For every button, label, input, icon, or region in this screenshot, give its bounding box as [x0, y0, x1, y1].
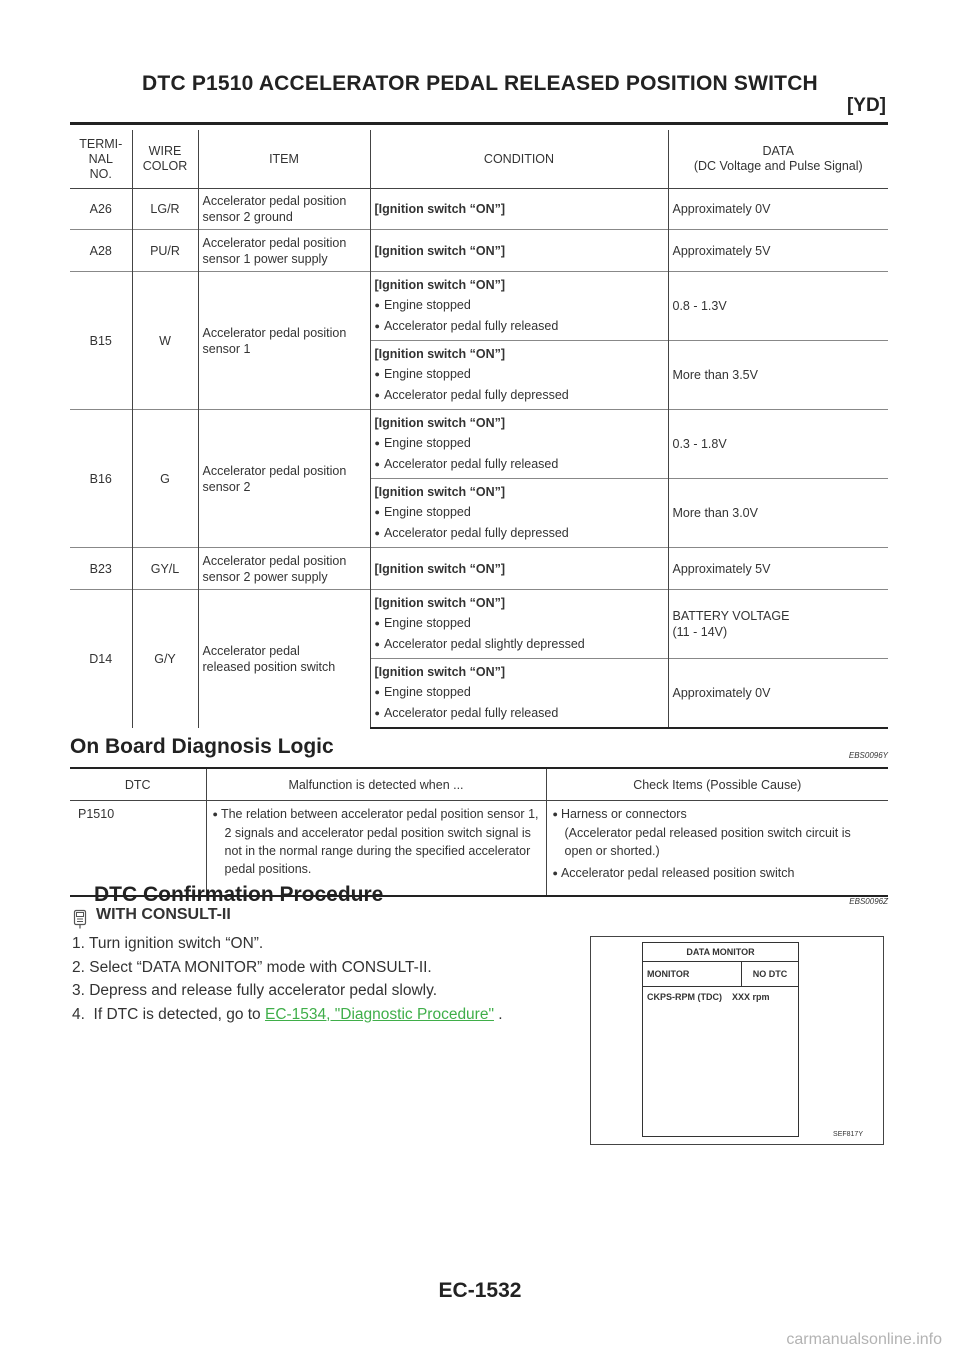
consult-tester-icon — [73, 909, 87, 929]
page-title: DTC P1510 ACCELERATOR PEDAL RELEASED POSITION SWITCH — [142, 72, 818, 95]
terminal-no: D14 — [70, 590, 132, 728]
check-item-bullet: ● Accelerator pedal released position switch — [553, 864, 883, 883]
wire-color: PU/R — [132, 230, 198, 272]
data-value: 0.3 - 1.8V — [668, 410, 888, 479]
table-row — [70, 272, 888, 341]
header-check-items: Check Items (Possible Cause) — [546, 768, 888, 801]
wire-color: W — [132, 272, 198, 410]
wire-color: GY/L — [132, 548, 198, 590]
item: Accelerator pedal released position switch — [198, 590, 370, 728]
condition-bullet: ● Accelerator pedal fully released — [375, 318, 664, 335]
condition — [370, 590, 668, 659]
malfunction-bullet: ● The relation between accelerator pedal position sensor 1, 2 signals and accelerator pedal position switch signal is not in the normal range during the specified accelerator pedal positions. — [213, 805, 540, 878]
header-dtc: DTC — [70, 768, 206, 801]
table-row — [70, 189, 888, 230]
condition — [370, 230, 668, 272]
item: Accelerator pedal position sensor 2 ground — [198, 189, 370, 230]
engine-variant: [YD] — [846, 95, 886, 116]
malfunction-description — [206, 801, 546, 897]
header-condition: CONDITION — [370, 130, 668, 189]
data-value: Approximately 5V — [668, 230, 888, 272]
page-number: EC-1532 — [438, 1279, 522, 1302]
monitor-data-line: CKPS-RPM (TDC) XXX rpm — [647, 992, 770, 1002]
terminal-no: B23 — [70, 548, 132, 590]
wire-color: LG/R — [132, 189, 198, 230]
data-value: More than 3.0V — [668, 479, 888, 548]
condition — [370, 479, 668, 548]
condition-title: [Ignition switch “ON”] — [374, 243, 506, 258]
data-value: BATTERY VOLTAGE (11 - 14V) — [668, 590, 888, 659]
condition-bullet: ● Engine stopped — [375, 297, 664, 314]
item: Accelerator pedal position sensor 1 power supply — [198, 230, 370, 272]
header-data: DATA (DC Voltage and Pulse Signal) — [668, 130, 888, 189]
procedure-step: 2. Select “DATA MONITOR” mode with CONSULT-II. — [72, 958, 432, 976]
section-title-confirmation: DTC Confirmation Procedure — [94, 883, 384, 906]
condition-bullet: ● Engine stopped — [375, 684, 664, 701]
step-text: . — [493, 1005, 503, 1023]
consult-screen — [642, 942, 799, 1137]
data-value: Approximately 0V — [668, 189, 888, 230]
condition-bullet: ● Engine stopped — [375, 615, 664, 632]
condition-bullet: ● Accelerator pedal fully released — [375, 456, 664, 473]
figure-code: SEF817Y — [833, 1131, 863, 1138]
data-value: More than 3.5V — [668, 341, 888, 410]
monitor-title: DATA MONITOR — [643, 943, 798, 962]
procedure-step — [72, 1003, 503, 1027]
header-wire-color: WIRE COLOR — [132, 130, 198, 189]
condition-bullet: ● Accelerator pedal fully released — [375, 705, 664, 722]
condition — [370, 189, 668, 230]
condition-bullet: ● Engine stopped — [375, 504, 664, 521]
procedure-steps — [72, 932, 503, 1026]
condition-bullet: ● Accelerator pedal fully depressed — [375, 525, 664, 542]
data-monitor-figure — [590, 936, 884, 1145]
data-value: Approximately 5V — [668, 548, 888, 590]
check-items — [546, 801, 888, 897]
condition — [370, 272, 668, 341]
monitor-label: MONITOR — [643, 962, 742, 986]
table-row — [70, 801, 888, 897]
terminal-no: B16 — [70, 410, 132, 548]
consult-label: WITH CONSULT-II — [96, 906, 231, 923]
table-row — [70, 590, 888, 659]
dtc-table-header — [70, 768, 888, 801]
condition-bullet: ● Accelerator pedal slightly depressed — [375, 636, 664, 653]
item: Accelerator pedal position sensor 1 — [198, 272, 370, 410]
header-rule — [70, 122, 888, 125]
section-code-obd: EBS0096Y — [848, 751, 888, 760]
data-value: 0.8 - 1.3V — [668, 272, 888, 341]
item: Accelerator pedal position sensor 2 power supply — [198, 548, 370, 590]
header-terminal-no: TERMI- NAL NO. — [70, 130, 132, 189]
monitor-status-row — [643, 962, 798, 987]
diagnostic-procedure-link[interactable]: EC-1534, "Diagnostic Procedure" — [264, 1005, 494, 1023]
condition — [370, 410, 668, 479]
condition-title: [Ignition switch “ON”] — [374, 278, 506, 292]
procedure-step: 3. Depress and release fully accelerator pedal slowly. — [72, 982, 438, 999]
condition-title: [Ignition switch “ON”] — [374, 347, 506, 361]
item: Accelerator pedal position sensor 2 — [198, 410, 370, 548]
check-item-bullet: ● Harness or connectors (Accelerator pedal released position switch circuit is open or shorted.) — [553, 805, 883, 860]
wire-color: G — [132, 410, 198, 548]
condition-bullet: ● Engine stopped — [375, 366, 664, 383]
procedure-step: 1. Turn ignition switch “ON”. — [72, 935, 264, 952]
table-row — [70, 230, 888, 272]
header-malfunction: Malfunction is detected when ... — [206, 768, 546, 801]
condition-title: [Ignition switch “ON”] — [374, 485, 506, 499]
section-code-confirmation: EBS0096Z — [849, 897, 888, 906]
header-item: ITEM — [198, 130, 370, 189]
section-title-obd: On Board Diagnosis Logic — [70, 735, 334, 758]
condition-bullet: ● Engine stopped — [375, 435, 664, 452]
terminal-no: A26 — [70, 189, 132, 230]
terminal-no: B15 — [70, 272, 132, 410]
data-value: Approximately 0V — [668, 659, 888, 728]
terminal-table-header — [70, 130, 888, 189]
watermark: carmanualsonline.info — [786, 1331, 942, 1348]
condition-title: [Ignition switch “ON”] — [374, 596, 506, 610]
table-row — [70, 548, 888, 590]
wire-color: G/Y — [132, 590, 198, 728]
step-text: 4. If DTC is detected, go to — [72, 1005, 265, 1023]
condition-title: [Ignition switch “ON”] — [374, 664, 506, 679]
condition — [370, 659, 668, 728]
terminal-table — [70, 130, 888, 729]
terminal-no: A28 — [70, 230, 132, 272]
condition — [370, 548, 668, 590]
dtc-code: P1510 — [70, 801, 206, 897]
table-row — [70, 410, 888, 479]
monitor-status: NO DTC — [752, 969, 788, 979]
condition-title: [Ignition switch “ON”] — [374, 561, 506, 576]
condition — [370, 341, 668, 410]
condition-title: [Ignition switch “ON”] — [374, 416, 506, 430]
condition-bullet: ● Accelerator pedal fully depressed — [375, 387, 664, 404]
condition-title: [Ignition switch “ON”] — [374, 202, 506, 216]
dtc-logic-table — [70, 767, 888, 897]
